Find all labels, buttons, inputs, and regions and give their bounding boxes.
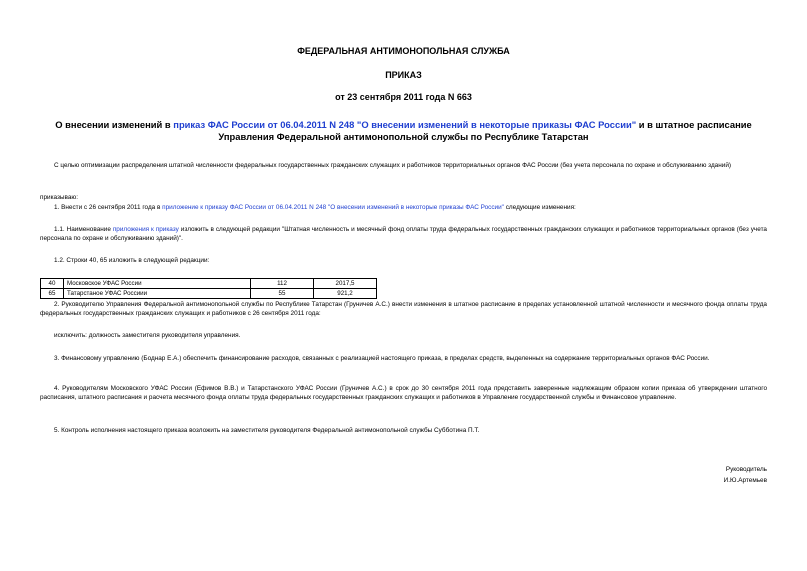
paragraph-3: 3. Финансовому управлению (Боднар Е.А.) обеспечить финансирование расходов, связанных с реализацией настоящего приказа, в пределах средств, выделенных на содержание территориальных органов ФАС России.	[54, 355, 710, 362]
row-monthly-fund: 921,2	[314, 289, 377, 299]
document-date: от 23 сентября 2011 года N 663	[335, 92, 472, 102]
paragraph-2-exclude: исключить: должность заместителя руководителя управления.	[54, 332, 241, 339]
intro-paragraph: С целью оптимизации распределения штатной численности федеральных государственных гражданских служащих и работников территориальных органов ФАС России (без учета персонала по охране и обслуживанию зданий)	[54, 162, 732, 169]
table-row	[41, 289, 377, 299]
row-staff-count: 55	[251, 289, 314, 299]
document-heading	[40, 119, 767, 143]
paragraph-4: 4. Руководителям Московского УФАС России (Ефимов В.В.) и Татарстанского УФАС России (Груничев А.С.) в срок до 30 сентября 2011 года представить заверенные надлежащим образом копии приказа об утверждении штатного расписания, штатного расписания и расчета месячного фонда оплаты труда федеральных государственных гражданских служащих и работников в Управление государственной службы и Финансовое управление.	[40, 385, 767, 401]
table-row	[41, 279, 377, 289]
paragraph-1-1	[40, 225, 767, 243]
paragraph-2: 2. Руководителю Управления Федеральной антимонопольной службы по Республике Татарстан (Груничев А.С.) внести изменения в штатное расписание в пределах установленной штатной численности и месячного фонда оплаты труда федеральных государственных гражданских служащих и работников с 26 сентября 2011 года:	[40, 301, 767, 317]
paragraph-1-2: 1.2. Строки 40, 65 изложить в следующей редакции:	[54, 257, 210, 264]
paragraph-1-1-link[interactable]: приложения к приказу	[112, 226, 179, 233]
paragraph-1-link[interactable]: приложение к приказу ФАС России от 06.04.2011 N 248 "О внесении изменений в некоторые приказы ФАС России"	[162, 204, 504, 211]
paragraph-5: 5. Контроль исполнения настоящего приказа возложить на заместителя руководителя Федеральной антимонопольной службы Субботина П.Т.	[54, 427, 480, 434]
agency-title: ФЕДЕРАЛЬНАЯ АНТИМОНОПОЛЬНАЯ СЛУЖБА	[297, 46, 510, 56]
document-type: ПРИКАЗ	[385, 70, 422, 80]
signature-name: И.Ю.Артемьев	[723, 477, 767, 484]
row-office-name: Татарстаное УФАС Россиии	[64, 289, 251, 299]
row-staff-count: 112	[251, 279, 314, 289]
heading-prefix: О внесении изменений в	[55, 119, 174, 130]
signature-role: Руководитель	[725, 466, 767, 473]
row-monthly-fund: 2017,5	[314, 279, 377, 289]
paragraph-1	[54, 203, 767, 212]
order-word: приказываю:	[40, 194, 78, 201]
paragraph-1-prefix: 1. Внести с 26 сентября 2011 года в	[54, 204, 163, 211]
row-number: 65	[41, 289, 64, 299]
changes-table	[40, 278, 377, 299]
paragraph-1-suffix: следующие изменения:	[503, 204, 576, 211]
paragraph-1-1-prefix: 1.1. Наименование	[54, 226, 113, 233]
row-office-name: Московское УФАС России	[64, 279, 251, 289]
paragraph-1-1-suffix: изложить в следующей редакции "Штатная численность и месячный фонд оплаты труда федеральных государственных гражданских служащих и работников территориальных органов (без учета персонала по охране и обслуживанию зданий)".	[40, 226, 767, 242]
heading-suffix: и в штатное расписание Управления Федеральной антимонопольной службы по Республике Татарстан	[218, 119, 752, 142]
heading-order-link[interactable]: приказ ФАС России от 06.04.2011 N 248 "О внесении изменений в некоторые приказы ФАС России"	[173, 119, 637, 130]
row-number: 40	[41, 279, 64, 289]
